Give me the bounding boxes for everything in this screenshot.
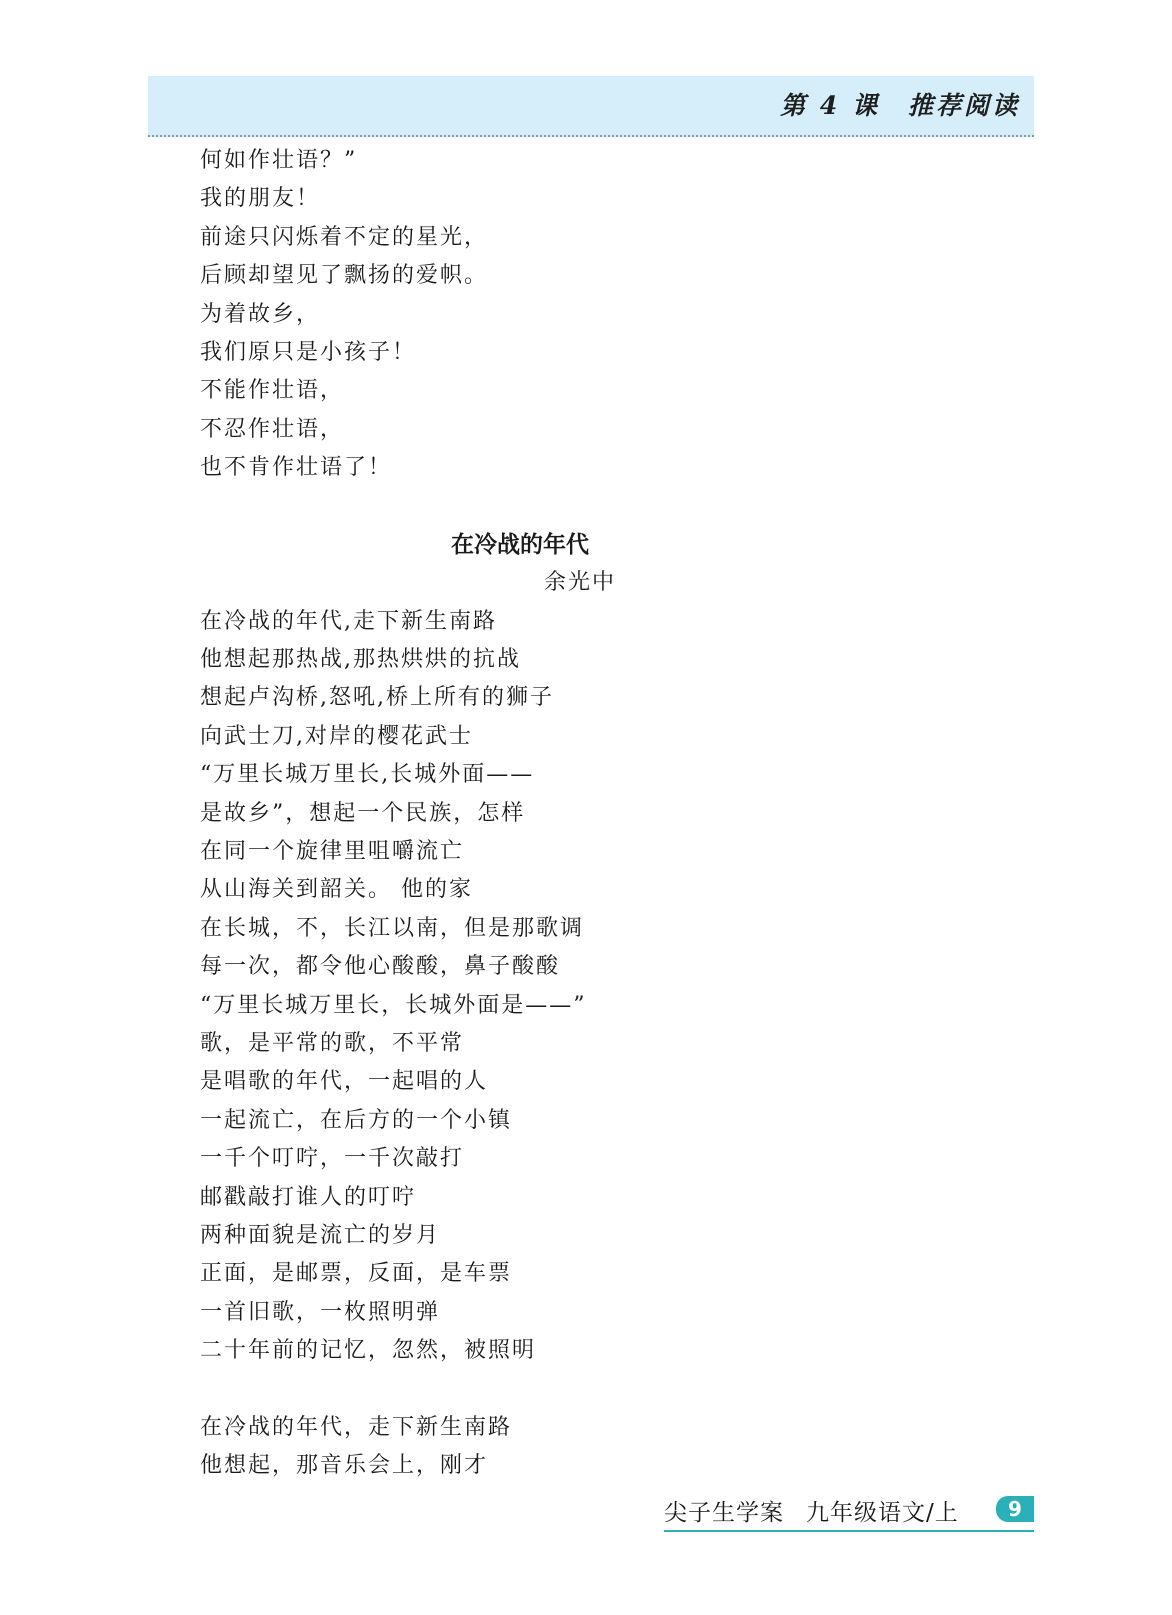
poem-line: 也不肯作壮语了！ [200,455,393,481]
poem-line: 一首旧歌，一枚照明弹 [200,1299,441,1325]
poem-line: 一起流亡，在后方的一个小镇 [200,1107,513,1133]
lesson-label: 第 4 课 [780,91,880,120]
poem-line: 歌，是平常的歌，不平常 [200,1030,465,1056]
poem-line: 在冷战的年代,走下新生南路 [200,608,497,634]
poem-line: 正面，是邮票，反面，是车票 [200,1261,513,1287]
poem-line: 后顾却望见了飘扬的爱帜。 [200,263,489,289]
poem-line: 从山海关到韶关。 他的家 [200,877,473,903]
page-content [200,142,1000,1486]
poem-line: 二十年前的记忆，忽然，被照明 [200,1338,537,1364]
poem-line: 我的朋友！ [200,186,321,212]
poem-line: 不能作壮语， [200,378,345,404]
poem-line: 是唱歌的年代，一起唱的人 [200,1069,489,1095]
poem-line: 想起卢沟桥,怒吼,桥上所有的狮子 [200,685,554,711]
poem-line: 我们原只是小孩子！ [200,339,417,365]
poem-line: 在同一个旋律里咀嚼流亡 [200,839,465,865]
poem1-tail [200,142,1000,488]
poem2-stanza2 [200,1409,1000,1486]
footer-book: 九年级语文/上 [806,1500,959,1526]
poem-line: 他想起，那音乐会上，刚才 [200,1453,489,1479]
poem-line: 前途只闪烁着不定的星光， [200,224,489,250]
poem-line: 在长城，不，长江以南，但是那歌调 [200,915,585,941]
poem-line: “万里长城万里长,长城外面—— [200,762,535,788]
section-label: 推荐阅读 [907,91,1020,120]
poem-title: 在冷战的年代 [451,531,589,558]
header-title [780,86,1020,122]
poem-line: 一千个叮咛，一千次敲打 [200,1146,465,1172]
poem-line: 向武士刀,对岸的樱花武士 [200,723,473,749]
poem2-stanza1 [200,603,1000,1371]
poem-line: 邮戳敲打谁人的叮咛 [200,1184,417,1210]
poem-line: 不忍作壮语， [200,416,345,442]
poem-line: 在冷战的年代，走下新生南路 [200,1414,513,1440]
poem-line: 两种面貌是流亡的岁月 [200,1222,441,1248]
page-footer [664,1494,1034,1532]
footer-brand: 尖子生学案 [664,1500,784,1526]
poem-line: 每一次，都令他心酸酸，鼻子酸酸 [200,954,561,980]
page-header [148,76,1034,137]
poem-author: 余光中 [543,570,616,596]
footer-text [664,1494,959,1527]
poem-line: 何如作壮语？” [200,148,358,173]
poem-line: “万里长城万里长，长城外面是——” [200,992,587,1018]
page-number-badge: 9 [996,1496,1034,1522]
poem-line: 他想起那热战,那热烘烘的抗战 [200,647,521,673]
poem-line: 是故乡”，想起一个民族，怎样 [200,800,526,826]
poem-line: 为着故乡， [200,301,321,327]
